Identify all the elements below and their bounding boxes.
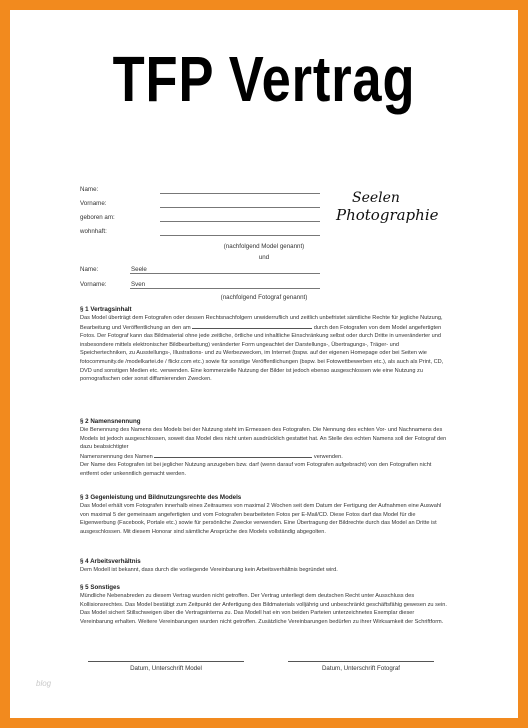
section-3-heading: § 3 Gegenleistung und Bildnutzungsrechte des Models <box>80 494 242 501</box>
model-residence-field[interactable] <box>160 235 320 236</box>
model-birthdate-label: geboren am: <box>80 214 115 221</box>
section-2-text-a: Die Benennung des Namens des Models bei der Nutzung steht im Ermessen des Fotografen. Die Nennung des echten Vor- und Nachnamens des Models ist jedoch ausgeschlossen, soweit das Model dies nicht unten ausdrücklich gestattet hat. An Stelle des echten Namens soll der Fotograf den dazu beabsichtigter <box>80 427 447 451</box>
section-2-heading: § 2 Namensnennung <box>80 418 141 425</box>
photographer-name-field[interactable] <box>130 273 320 274</box>
model-residence-label: wohnhaft: <box>80 228 107 235</box>
photographer-signature-label: Datum, Unterschrift Fotograf <box>321 665 401 672</box>
logo-line1: Seelen <box>352 190 400 206</box>
model-birthdate-field[interactable] <box>160 221 320 222</box>
model-signature-line[interactable] <box>88 661 244 662</box>
watermark: blog <box>36 679 52 688</box>
photographer-name-label: Name: <box>80 266 99 273</box>
photographer-name-value: Seele <box>131 266 147 273</box>
photographer-firstname-field[interactable] <box>130 288 320 289</box>
document-title: TFP Vertrag <box>112 43 416 115</box>
section-5-heading: § 5 Sonstiges <box>80 584 120 591</box>
model-firstname-field[interactable] <box>160 207 320 208</box>
model-firstname-label: Vorname: <box>80 200 107 207</box>
section-1-text <box>80 314 448 384</box>
section-2-text-c: Der Name des Fotografen ist bei jeglicher Nutzung anzugeben bzw. darf (wenn darauf vom Fotografen aufgebracht) von den Fotografien nicht entfernt oder unkenntlich gemacht werden. <box>80 462 432 477</box>
photographer-caption: (nachfolgend Fotograf genannt) <box>220 294 308 301</box>
section-4-text: Dem Modell ist bekannt, dass durch die vorliegende Vereinbarung kein Arbeitsverhältnis begründet wird. <box>80 567 338 573</box>
section-1-heading: § 1 Vertragsinhalt <box>80 306 132 313</box>
section-1-text-a: Das Model überträgt dem Fotografen oder dessen Rechtsnachfolgern unwiderruflich und zeitlich unbefristet sämtliche Rechte für jegliche Nutzung, Bearbeitung und Veröffentlichung an den am <box>80 315 443 331</box>
shoot-date-field[interactable] <box>192 323 312 329</box>
photographer-firstname-value: Sven <box>131 281 146 288</box>
section-4-heading: § 4 Arbeitsverhältnis <box>80 558 141 565</box>
section-2-text-b2: verwenden. <box>313 453 343 460</box>
model-name-label: Name: <box>80 186 99 193</box>
section-3-text: Das Model erhält vom Fotografen innerhalb eines Zeitraumes von maximal 2 Wochen seit dem Datum der Fertigung der Aufnahmen eine Auswahl von maximal 5 der gemeinsam angefertigten und vom Fotografen bearbeiteten Fotos per E-Mail/CD. Diese Fotos darf das Model für die Eigenwerbung (Facebook, Portale etc.) sowie für persönliche Zwecke verwenden. Eine Übertragung der Bildrechte durch das Model an Dritte ist ausgeschlossen. Mit diesem Honorar sind sämtliche Ansprüche des Models vollständig abgegolten. <box>80 503 442 535</box>
model-name-field[interactable] <box>160 193 320 194</box>
pseudonym-field[interactable] <box>154 452 312 458</box>
model-caption: (nachfolgend Model genannt) <box>223 243 305 250</box>
section-5-text: Mündliche Nebenabreden zu diesem Vertrag wurden nicht getroffen. Der Vertrag unterliegt dem deutschen Recht unter Ausschluss des Kollisionsrechtes. Das Model bestätigt zum Zeitpunkt der Anfertigung des Bildmaterials volljährig und unbeschränkt geschäftsfähig gewesen zu sein. Das Model sichert Stillschweigen über die Vertragsinterna zu. Das Modell hat ein von beiden Parteien unterzeichnetes Exemplar dieser Vereinbarung erhalten. Weitere Vereinbarungen wurden nicht getroffen. Zusätzliche Vereinbarungen bedürfen zu ihrer Wirksamkeit der Schriftform. <box>80 593 447 625</box>
and-word: und <box>258 254 270 261</box>
section-1-text-b: durch den Fotografen von dem Model angefertigten Fotos. Der Fotograf kann das Bildmaterial ohne jede zeitliche, örtliche und inhaltliche Einschränkung selbst oder durch Dritte in unveränderter und insbesondere mittels elektronischer Bildbearbeitung) veränderter Form ungeachtet der Darstellungs-, Übertragungs-, Träger- und Speichertechniken, zu Ausstellungs-, Illustrations- und zu Werbezwecken, im Internet (bspw. auf der eigenen Homepage oder bei Seiten wie fotocommunity.de /modelkartei.de / flickr.com etc.) sowie für sonstige Veröffentlichungen (bspw. bei Fotowettbewerben etc.), als auch als Print, CD, DVD und sonstigen Medien etc. verwenden. Eine kommerzielle Nutzung der Bilder ist jedoch ebenso ausgeschlossen wie eine Nutzung zu pornografischen oder sonst diffamierenden Zwecken. <box>80 324 444 383</box>
section-2-text-b1: Namensnennung des Namen <box>80 453 153 460</box>
logo-line2: Photographie <box>336 206 439 224</box>
photographer-signature-line[interactable] <box>288 661 434 662</box>
model-signature-label: Datum, Unterschrift Model <box>130 665 202 672</box>
seelen-photographie-logo <box>334 186 446 226</box>
photographer-firstname-label: Vorname: <box>80 281 107 288</box>
section-2-text <box>80 426 448 479</box>
